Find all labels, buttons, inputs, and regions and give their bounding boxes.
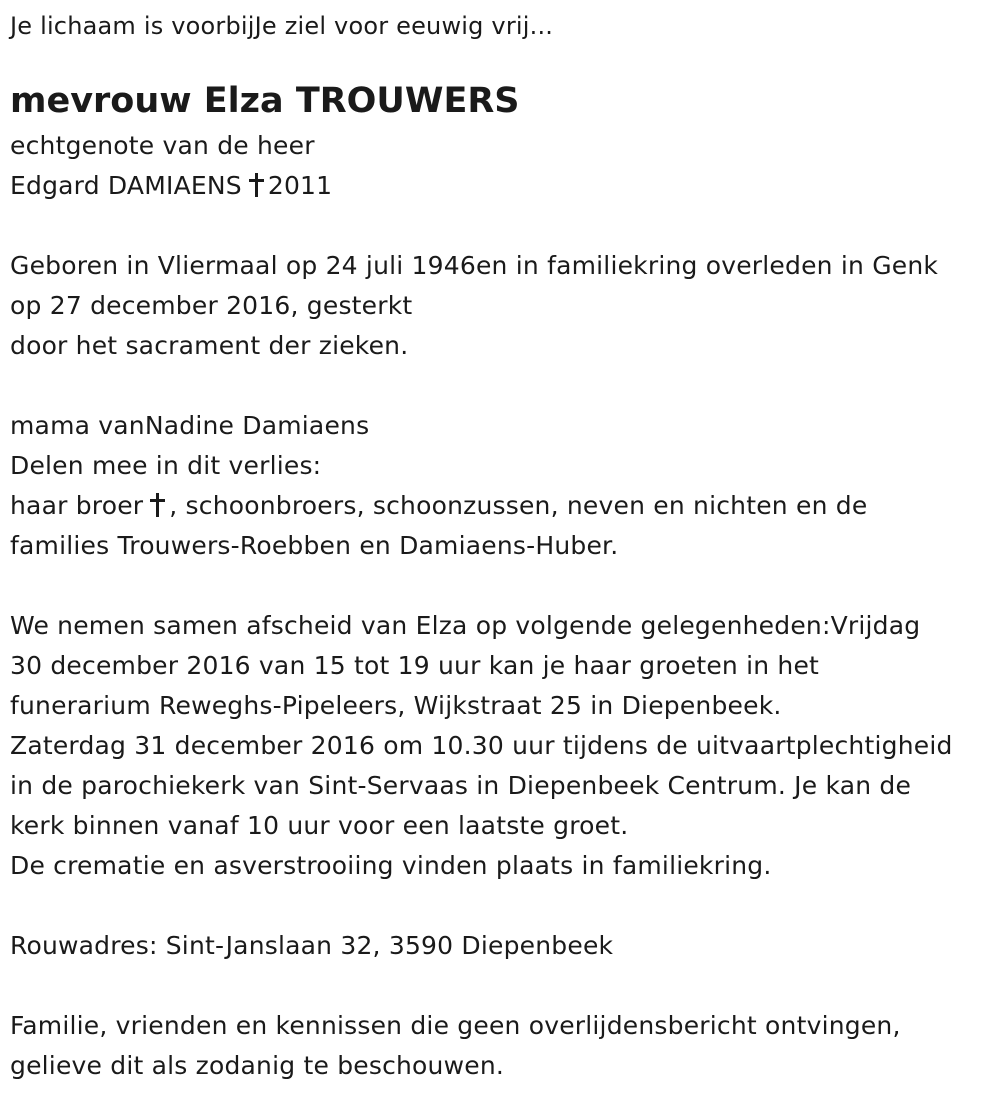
- obituary-text: [10, 0, 995, 1086]
- farewell-line: funerarium Reweghs-Pipeleers, Wijkstraat 25 in Diepenbeek.: [10, 691, 782, 720]
- spacer: [10, 966, 995, 1006]
- spouse-name: Edgard DAMIAENS: [10, 171, 242, 200]
- farewell-line: We nemen samen afscheid van Elza op volgende gelegenheden:Vrijdag: [10, 611, 921, 640]
- farewell-line: De crematie en asverstrooiing vinden plaats in familiekring.: [10, 851, 772, 880]
- farewell-line: in de parochiekerk van Sint-Servaas in Diepenbeek Centrum. Je kan de: [10, 771, 912, 800]
- closing-line-1: Familie, vrienden en kennissen die geen overlijdensbericht ontvingen,: [10, 1011, 901, 1040]
- family-relatives: , schoonbroers, schoonzussen, neven en nichten en de: [169, 491, 868, 520]
- family-line-4: families Trouwers-Roebben en Damiaens-Huber.: [10, 531, 619, 560]
- intro-verse: Je lichaam is voorbijJe ziel voor eeuwig vrij...: [10, 12, 554, 40]
- birth-line-3: door het sacrament der zieken.: [10, 331, 409, 360]
- spacer: [10, 366, 995, 406]
- farewell-line: Zaterdag 31 december 2016 om 10.30 uur tijdens de uitvaartplechtigheid: [10, 731, 953, 760]
- closing-line-2: gelieve dit als zodanig te beschouwen.: [10, 1051, 505, 1080]
- family-line-3: [10, 486, 995, 526]
- spouse-name-line: [10, 166, 995, 206]
- family-line-2: Delen mee in dit verlies:: [10, 451, 322, 480]
- cross-icon: [248, 173, 264, 197]
- spacer: [10, 206, 995, 246]
- farewell-paragraph: [10, 606, 995, 886]
- deceased-name: mevrouw Elza TROUWERS: [10, 81, 520, 121]
- spacer: [10, 886, 995, 926]
- birth-line-2: op 27 december 2016, gesterkt: [10, 291, 413, 320]
- birth-line-1: Geboren in Vliermaal op 24 juli 1946en in familiekring overleden in Genk: [10, 251, 939, 280]
- spouse-line: echtgenote van de heer: [10, 131, 315, 160]
- brother-label: haar broer: [10, 491, 144, 520]
- family-line-1: mama vanNadine Damiaens: [10, 411, 370, 440]
- cross-icon: [149, 493, 165, 517]
- spacer: [10, 566, 995, 606]
- mourning-address: Rouwadres: Sint-Janslaan 32, 3590 Diepenbeek: [10, 931, 614, 960]
- farewell-line: 30 december 2016 van 15 tot 19 uur kan je haar groeten in het: [10, 651, 820, 680]
- farewell-line: kerk binnen vanaf 10 uur voor een laatste groet.: [10, 811, 629, 840]
- spouse-death-year: 2011: [267, 171, 333, 200]
